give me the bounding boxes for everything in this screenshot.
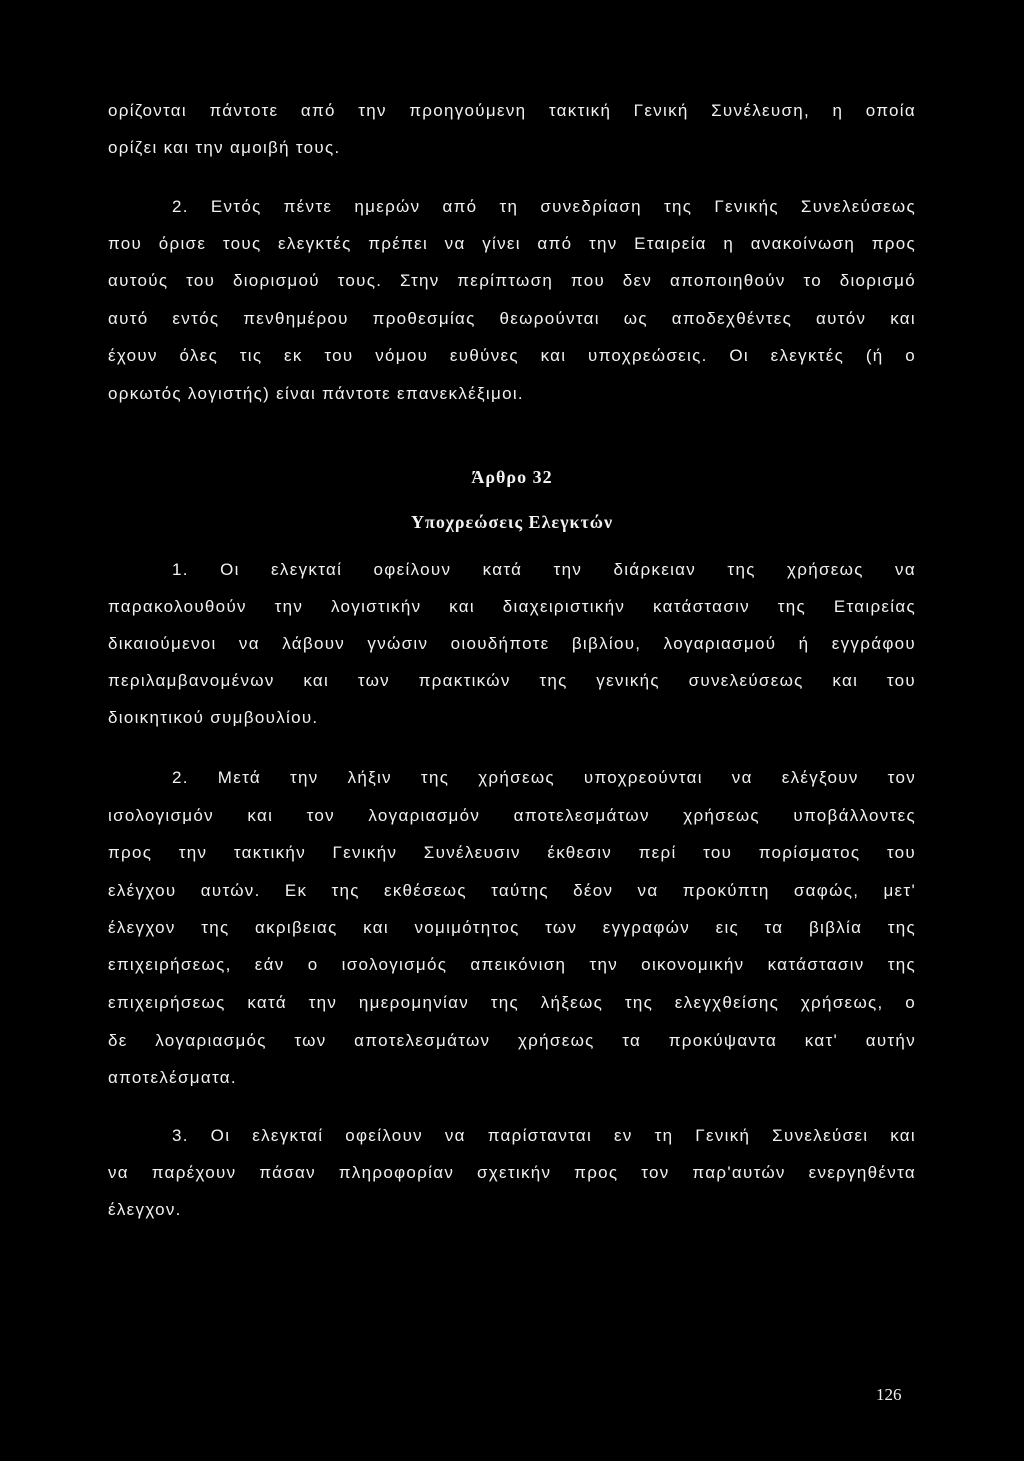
text-line: αυτό εντός πενθημέρου προθεσμίας θεωρούνται ως αποδεχθέντες αυτόν και: [108, 309, 916, 328]
text-line: δικαιούμενοι να λάβουν γνώσιν οιουδήποτε βιβλίου, λογαριασμού ή εγγράφου: [108, 634, 916, 653]
text-line: ελέγχου αυτών. Εκ της εκθέσεως ταύτης δέον να προκύπτη σαφώς, μετ': [108, 881, 916, 900]
page-number: 126: [876, 1385, 902, 1404]
text-line: επιχειρήσεως κατά την ημερομηνίαν της λήξεως της ελεγχθείσης χρήσεως, ο: [108, 993, 916, 1012]
article-subtitle: Υποχρεώσεις Ελεγκτών: [410, 512, 614, 532]
text-line: επιχειρήσεως, εάν ο ισολογισμός απεικόνιση την οικονομικήν κατάστασιν της: [108, 955, 916, 974]
text-line: αποτελέσματα.: [108, 1068, 237, 1087]
article-title: Άρθρο 32: [471, 467, 553, 487]
text-line: 3. Οι ελεγκταί οφείλουν να παρίστανται εν τη Γενική Συνελεύσει και: [172, 1126, 916, 1145]
text-line: 1. Οι ελεγκταί οφείλουν κατά την διάρκειαν της χρήσεως να: [172, 560, 916, 579]
text-line: παρακολουθούν την λογιστικήν και διαχειριστικήν κατάστασιν της Εταιρείας: [108, 597, 916, 616]
text-line: έχουν όλες τις εκ του νόμου ευθύνες και υποχρεώσεις. Οι ελεγκτές (ή ο: [108, 346, 916, 365]
text-line: διοικητικού συμβουλίου.: [108, 708, 319, 727]
text-line: ορκωτός λογιστής) είναι πάντοτε επανεκλέξιμοι.: [108, 384, 524, 403]
text-line: ορίζονται πάντοτε από την προηγούμενη τακτική Γενική Συνέλευση, η οποία: [108, 101, 916, 120]
text-line: έλεγχον της ακριβειας και νομιμότητος των εγγραφών εις τα βιβλία της: [108, 918, 916, 937]
text-line: αυτούς του διορισμού τους. Στην περίπτωση που δεν αποποιηθούν το διορισμό: [108, 271, 916, 290]
text-line: ορίζει και την αμοιβή τους.: [108, 138, 341, 157]
text-line: ισολογισμόν και τον λογαριασμόν αποτελεσμάτων χρήσεως υποβάλλοντες: [108, 806, 916, 825]
text-line: έλεγχον.: [108, 1200, 182, 1219]
text-line: να παρέχουν πάσαν πληροφορίαν σχετικήν προς τον παρ'αυτών ενεργηθέντα: [108, 1163, 916, 1182]
text-line: 2. Μετά την λήξιν της χρήσεως υποχρεούνται να ελέγξουν τον: [172, 768, 916, 787]
text-line: περιλαμβανομένων και των πρακτικών της γενικής συνελεύσεως και του: [108, 671, 916, 690]
text-line: δε λογαριασμός των αποτελεσμάτων χρήσεως τα προκύψαντα κατ' αυτήν: [108, 1031, 916, 1050]
text-line: που όρισε τους ελεγκτές πρέπει να γίνει από την Εταιρεία η ανακοίνωση προς: [108, 234, 916, 253]
text-line: 2. Εντός πέντε ημερών από τη συνεδρίαση της Γενικής Συνελεύσεως: [172, 197, 916, 216]
text-line: προς την τακτικήν Γενικήν Συνέλευσιν έκθεσιν περί του πορίσματος του: [108, 843, 916, 862]
